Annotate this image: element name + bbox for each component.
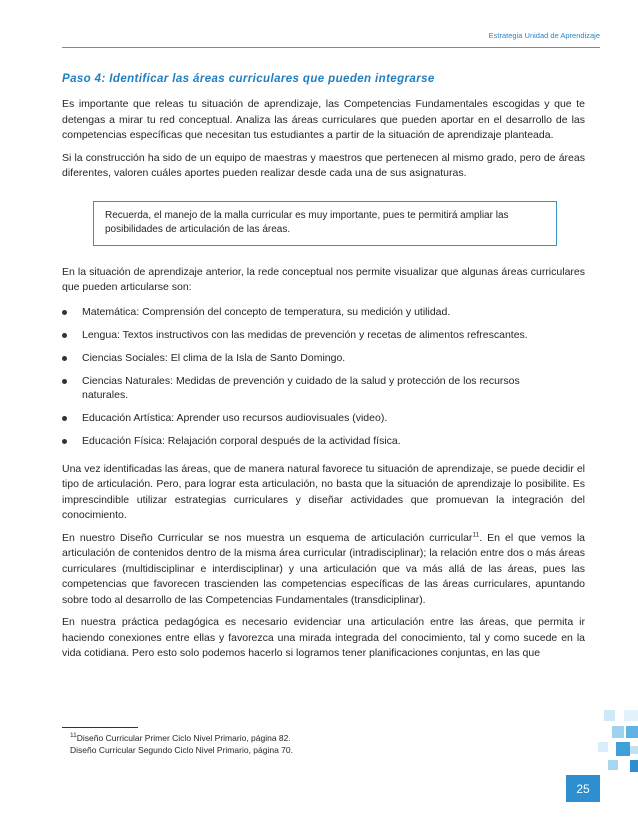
design-paragraph (62, 531, 585, 609)
list-item-text: Matemática: Comprensión del concepto de temperatura, su medición y utilidad. (82, 305, 451, 318)
list-item (62, 374, 585, 402)
list-item (62, 411, 585, 425)
footnote-ref: 11 (472, 531, 480, 538)
design-paragraph-end: . En el que vemos la articulación de contenidos dentro de la misma área curricular (intradisciplinar); la relación entre dos o más áreas curriculares (multidisciplinar e interdisciplinar) y una articulación que va más allá de las áreas, pues las competencias que favorecen trascienden las competencias específicas de las áreas curriculares, apuntando sobre todo al desarrollo de las Competencias Fundamentales (transdiciplinar). (62, 531, 586, 606)
footnote-1 (70, 732, 470, 744)
running-header: Estrategia Unidad de Aprendizaje (488, 31, 600, 40)
list-item (62, 434, 585, 448)
page-number: 25 (576, 781, 590, 796)
list-item-text: Educación Física: Relajación corporal después de la actividad física. (82, 434, 401, 447)
header-rule (62, 47, 600, 48)
bullet-icon (62, 379, 67, 384)
list-intro: En la situación de aprendizaje anterior, la rede conceptual nos permite visualizar que algunas áreas curriculares que pueden articularse son: (62, 265, 585, 293)
list-item (62, 351, 585, 365)
list-item-text: Lengua: Textos instructivos con las medidas de prevención y recetas de alimentos refrescantes. (82, 328, 528, 341)
footnote-number: 11 (70, 732, 77, 740)
list-item-text: Ciencias Naturales: Medidas de prevención y cuidado de la salud y protección de los recursos naturales. (82, 374, 520, 401)
articulation-paragraph: Una vez identificadas las áreas, que de manera natural favorece tu situación de aprendizaje, se puede decidir el tipo de articulación. Pero, para lograr esta articulación, no basta que la situación de aprendizaje lo posibilite. Es imprescindible utilizar estrategias curriculares y diseñar actividades que promuevan la integración del conocimiento. (62, 462, 585, 521)
list-item-text: Educación Artística: Aprender uso recursos audiovisuales (video). (82, 411, 388, 424)
main-content (62, 97, 585, 662)
curricular-areas-list (62, 305, 585, 448)
list-item-text: Ciencias Sociales: El clima de la Isla de Santo Domingo. (82, 351, 346, 364)
footnotes (70, 732, 470, 756)
list-item (62, 328, 585, 342)
bullet-icon (62, 310, 67, 315)
bullet-icon (62, 333, 67, 338)
practice-paragraph: En nuestra práctica pedagógica es necesario evidenciar una articulación entre las áreas, que permita ir haciendo conexiones entre ellas y favorezca una mirada integrada del conocimiento, tal y como sucede en la vida cotidiana. Pero esto solo podemos hacerlo si logramos tener planificaciones conjuntas, en las que (62, 616, 585, 659)
design-paragraph-start: En nuestro Diseño Curricular se nos muestra un esquema de articulación curricular (62, 531, 473, 544)
intro-paragraph-2: Si la construcción ha sido de un equipo de maestras y maestros que pertenecen al mismo grado, pero de áreas diferentes, valoren cuáles aportes pueden realizar desde cada una de sus asignaturas. (62, 151, 585, 179)
bullet-icon (62, 439, 67, 444)
reminder-callout: Recuerda, el manejo de la malla curricular es muy importante, pues te permitirá ampliar las posibilidades de articulación de las áreas. (93, 201, 557, 246)
footnote-2: Diseño Curricular Segundo Ciclo Nivel Primario, página 70. (70, 745, 293, 755)
bullet-icon (62, 356, 67, 361)
footnote-1-text: Diseño Curricular Primer Ciclo Nivel Primario, página 82. (76, 733, 291, 743)
bullet-icon (62, 416, 67, 421)
list-item (62, 305, 585, 319)
intro-paragraph-1: Es importante que releas tu situación de aprendizaje, las Competencias Fundamentales escogidas y que te detengas a mirar tu red conceptual. Analiza las áreas curriculares que pueden aportar en el desarrollo de las competencias específicas que necesitan tus estudiantes a partir de la situación de aprendizaje planteada. (62, 98, 585, 141)
step-heading: Paso 4: Identificar las áreas curriculares que pueden integrarse (62, 73, 435, 85)
footnote-rule (62, 727, 138, 728)
